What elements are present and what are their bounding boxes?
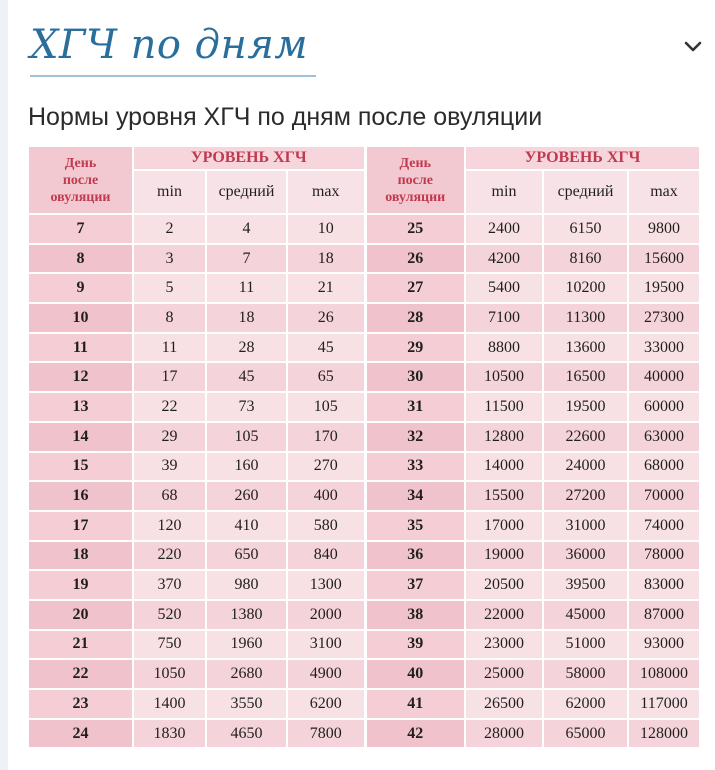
table-row <box>28 511 700 541</box>
max-value-cell: 270 <box>287 452 365 482</box>
min-value-cell: 28000 <box>465 719 543 749</box>
day-cell: 14 <box>28 422 133 452</box>
max-value-cell: 117000 <box>628 689 700 719</box>
avg-value-cell: 16500 <box>543 362 628 392</box>
day-cell: 23 <box>28 689 133 719</box>
table-row <box>28 392 700 422</box>
avg-column-header: средний <box>543 170 628 214</box>
max-value-cell: 19500 <box>628 273 700 303</box>
avg-value-cell: 22600 <box>543 422 628 452</box>
day-cell: 12 <box>28 362 133 392</box>
day-cell: 40 <box>365 659 465 689</box>
day-cell: 8 <box>28 244 133 274</box>
max-value-cell: 580 <box>287 511 365 541</box>
day-cell: 29 <box>365 333 465 363</box>
max-value-cell: 6200 <box>287 689 365 719</box>
day-cell: 25 <box>365 214 465 244</box>
avg-value-cell: 28 <box>206 333 287 363</box>
max-value-cell: 60000 <box>628 392 700 422</box>
day-cell: 24 <box>28 719 133 749</box>
min-value-cell: 1050 <box>133 659 206 689</box>
table-row <box>28 362 700 392</box>
max-value-cell: 87000 <box>628 600 700 630</box>
day-cell: 21 <box>28 630 133 660</box>
max-value-cell: 45 <box>287 333 365 363</box>
table-row <box>28 422 700 452</box>
table-row <box>28 600 700 630</box>
min-column-header: min <box>465 170 543 214</box>
min-value-cell: 14000 <box>465 452 543 482</box>
min-value-cell: 11 <box>133 333 206 363</box>
day-cell: 7 <box>28 214 133 244</box>
day-cell: 9 <box>28 273 133 303</box>
max-value-cell: 83000 <box>628 570 700 600</box>
title-underline <box>30 75 316 77</box>
table-row <box>28 630 700 660</box>
min-value-cell: 5 <box>133 273 206 303</box>
day-cell: 41 <box>365 689 465 719</box>
avg-value-cell: 24000 <box>543 452 628 482</box>
day-cell: 30 <box>365 362 465 392</box>
avg-value-cell: 7 <box>206 244 287 274</box>
max-value-cell: 93000 <box>628 630 700 660</box>
max-value-cell: 2000 <box>287 600 365 630</box>
avg-column-header: средний <box>206 170 287 214</box>
table-row <box>28 244 700 274</box>
table-row <box>28 333 700 363</box>
min-value-cell: 17 <box>133 362 206 392</box>
min-value-cell: 17000 <box>465 511 543 541</box>
min-value-cell: 8800 <box>465 333 543 363</box>
avg-value-cell: 1960 <box>206 630 287 660</box>
table-row <box>28 719 700 749</box>
chevron-down-icon <box>684 41 702 53</box>
avg-value-cell: 11300 <box>543 303 628 333</box>
min-value-cell: 2400 <box>465 214 543 244</box>
max-value-cell: 68000 <box>628 452 700 482</box>
avg-value-cell: 4650 <box>206 719 287 749</box>
avg-value-cell: 62000 <box>543 689 628 719</box>
max-value-cell: 40000 <box>628 362 700 392</box>
day-cell: 15 <box>28 452 133 482</box>
min-column-header: min <box>133 170 206 214</box>
avg-value-cell: 13600 <box>543 333 628 363</box>
day-column-header <box>28 146 133 214</box>
min-value-cell: 3 <box>133 244 206 274</box>
max-value-cell: 27300 <box>628 303 700 333</box>
table-body <box>28 214 700 748</box>
max-value-cell: 74000 <box>628 511 700 541</box>
min-value-cell: 25000 <box>465 659 543 689</box>
min-value-cell: 8 <box>133 303 206 333</box>
avg-value-cell: 18 <box>206 303 287 333</box>
day-cell: 42 <box>365 719 465 749</box>
day-cell: 38 <box>365 600 465 630</box>
day-cell: 28 <box>365 303 465 333</box>
level-group-header: УРОВЕНЬ ХГЧ <box>133 146 365 170</box>
min-value-cell: 1400 <box>133 689 206 719</box>
min-value-cell: 5400 <box>465 273 543 303</box>
table-row <box>28 541 700 571</box>
day-cell: 10 <box>28 303 133 333</box>
day-header-line: после <box>397 172 433 188</box>
avg-value-cell: 6150 <box>543 214 628 244</box>
min-value-cell: 23000 <box>465 630 543 660</box>
min-value-cell: 19000 <box>465 541 543 571</box>
max-value-cell: 63000 <box>628 422 700 452</box>
left-accent-bar <box>0 0 8 770</box>
max-value-cell: 15600 <box>628 244 700 274</box>
max-value-cell: 10 <box>287 214 365 244</box>
min-value-cell: 12800 <box>465 422 543 452</box>
min-value-cell: 68 <box>133 481 206 511</box>
level-group-header: УРОВЕНЬ ХГЧ <box>465 146 700 170</box>
day-cell: 35 <box>365 511 465 541</box>
day-cell: 36 <box>365 541 465 571</box>
avg-value-cell: 51000 <box>543 630 628 660</box>
min-value-cell: 26500 <box>465 689 543 719</box>
table-row <box>28 303 700 333</box>
avg-value-cell: 27200 <box>543 481 628 511</box>
table-row <box>28 452 700 482</box>
avg-value-cell: 19500 <box>543 392 628 422</box>
avg-value-cell: 73 <box>206 392 287 422</box>
min-value-cell: 22 <box>133 392 206 422</box>
avg-value-cell: 31000 <box>543 511 628 541</box>
max-value-cell: 70000 <box>628 481 700 511</box>
avg-value-cell: 260 <box>206 481 287 511</box>
day-cell: 18 <box>28 541 133 571</box>
day-cell: 11 <box>28 333 133 363</box>
min-value-cell: 4200 <box>465 244 543 274</box>
day-cell: 32 <box>365 422 465 452</box>
table-row <box>28 689 700 719</box>
max-value-cell: 108000 <box>628 659 700 689</box>
avg-value-cell: 65000 <box>543 719 628 749</box>
day-cell: 26 <box>365 244 465 274</box>
day-cell: 20 <box>28 600 133 630</box>
max-value-cell: 105 <box>287 392 365 422</box>
day-cell: 34 <box>365 481 465 511</box>
day-column-header <box>365 146 465 214</box>
max-value-cell: 7800 <box>287 719 365 749</box>
avg-value-cell: 58000 <box>543 659 628 689</box>
max-value-cell: 78000 <box>628 541 700 571</box>
min-value-cell: 750 <box>133 630 206 660</box>
max-value-cell: 33000 <box>628 333 700 363</box>
avg-value-cell: 410 <box>206 511 287 541</box>
min-value-cell: 120 <box>133 511 206 541</box>
avg-value-cell: 8160 <box>543 244 628 274</box>
day-cell: 19 <box>28 570 133 600</box>
avg-value-cell: 39500 <box>543 570 628 600</box>
min-value-cell: 39 <box>133 452 206 482</box>
max-value-cell: 4900 <box>287 659 365 689</box>
avg-value-cell: 1380 <box>206 600 287 630</box>
avg-value-cell: 11 <box>206 273 287 303</box>
section-title: ХГЧ по дням <box>30 22 308 68</box>
day-header-line: День <box>399 155 431 171</box>
avg-value-cell: 45000 <box>543 600 628 630</box>
min-value-cell: 15500 <box>465 481 543 511</box>
day-cell: 33 <box>365 452 465 482</box>
table-row <box>28 273 700 303</box>
min-value-cell: 7100 <box>465 303 543 333</box>
avg-value-cell: 980 <box>206 570 287 600</box>
day-header-line: овуляции <box>50 189 111 205</box>
day-cell: 31 <box>365 392 465 422</box>
min-value-cell: 10500 <box>465 362 543 392</box>
day-cell: 13 <box>28 392 133 422</box>
avg-value-cell: 105 <box>206 422 287 452</box>
max-value-cell: 18 <box>287 244 365 274</box>
max-value-cell: 9800 <box>628 214 700 244</box>
day-cell: 39 <box>365 630 465 660</box>
avg-value-cell: 650 <box>206 541 287 571</box>
min-value-cell: 22000 <box>465 600 543 630</box>
max-value-cell: 170 <box>287 422 365 452</box>
avg-value-cell: 45 <box>206 362 287 392</box>
min-value-cell: 29 <box>133 422 206 452</box>
day-header-line: после <box>62 172 99 188</box>
min-value-cell: 220 <box>133 541 206 571</box>
avg-value-cell: 4 <box>206 214 287 244</box>
min-value-cell: 1830 <box>133 719 206 749</box>
avg-value-cell: 160 <box>206 452 287 482</box>
avg-value-cell: 10200 <box>543 273 628 303</box>
day-cell: 27 <box>365 273 465 303</box>
day-cell: 17 <box>28 511 133 541</box>
day-cell: 37 <box>365 570 465 600</box>
max-value-cell: 400 <box>287 481 365 511</box>
max-value-cell: 3100 <box>287 630 365 660</box>
min-value-cell: 11500 <box>465 392 543 422</box>
day-cell: 22 <box>28 659 133 689</box>
min-value-cell: 520 <box>133 600 206 630</box>
min-value-cell: 370 <box>133 570 206 600</box>
day-header-line: День <box>64 155 97 171</box>
table-caption: Нормы уровня ХГЧ по дням после овуляции <box>28 103 543 131</box>
min-value-cell: 2 <box>133 214 206 244</box>
avg-value-cell: 36000 <box>543 541 628 571</box>
table-row <box>28 214 700 244</box>
day-header-line: овуляции <box>385 189 446 205</box>
max-value-cell: 65 <box>287 362 365 392</box>
hcg-levels-table <box>27 145 701 749</box>
max-value-cell: 26 <box>287 303 365 333</box>
max-column-header: max <box>628 170 700 214</box>
max-value-cell: 21 <box>287 273 365 303</box>
avg-value-cell: 3550 <box>206 689 287 719</box>
max-value-cell: 1300 <box>287 570 365 600</box>
max-value-cell: 840 <box>287 541 365 571</box>
collapse-toggle-button[interactable] <box>678 32 708 62</box>
max-column-header: max <box>287 170 365 214</box>
day-cell: 16 <box>28 481 133 511</box>
avg-value-cell: 2680 <box>206 659 287 689</box>
min-value-cell: 20500 <box>465 570 543 600</box>
max-value-cell: 128000 <box>628 719 700 749</box>
table-row <box>28 570 700 600</box>
table-row <box>28 481 700 511</box>
table-row <box>28 659 700 689</box>
section-header[interactable] <box>30 14 700 78</box>
